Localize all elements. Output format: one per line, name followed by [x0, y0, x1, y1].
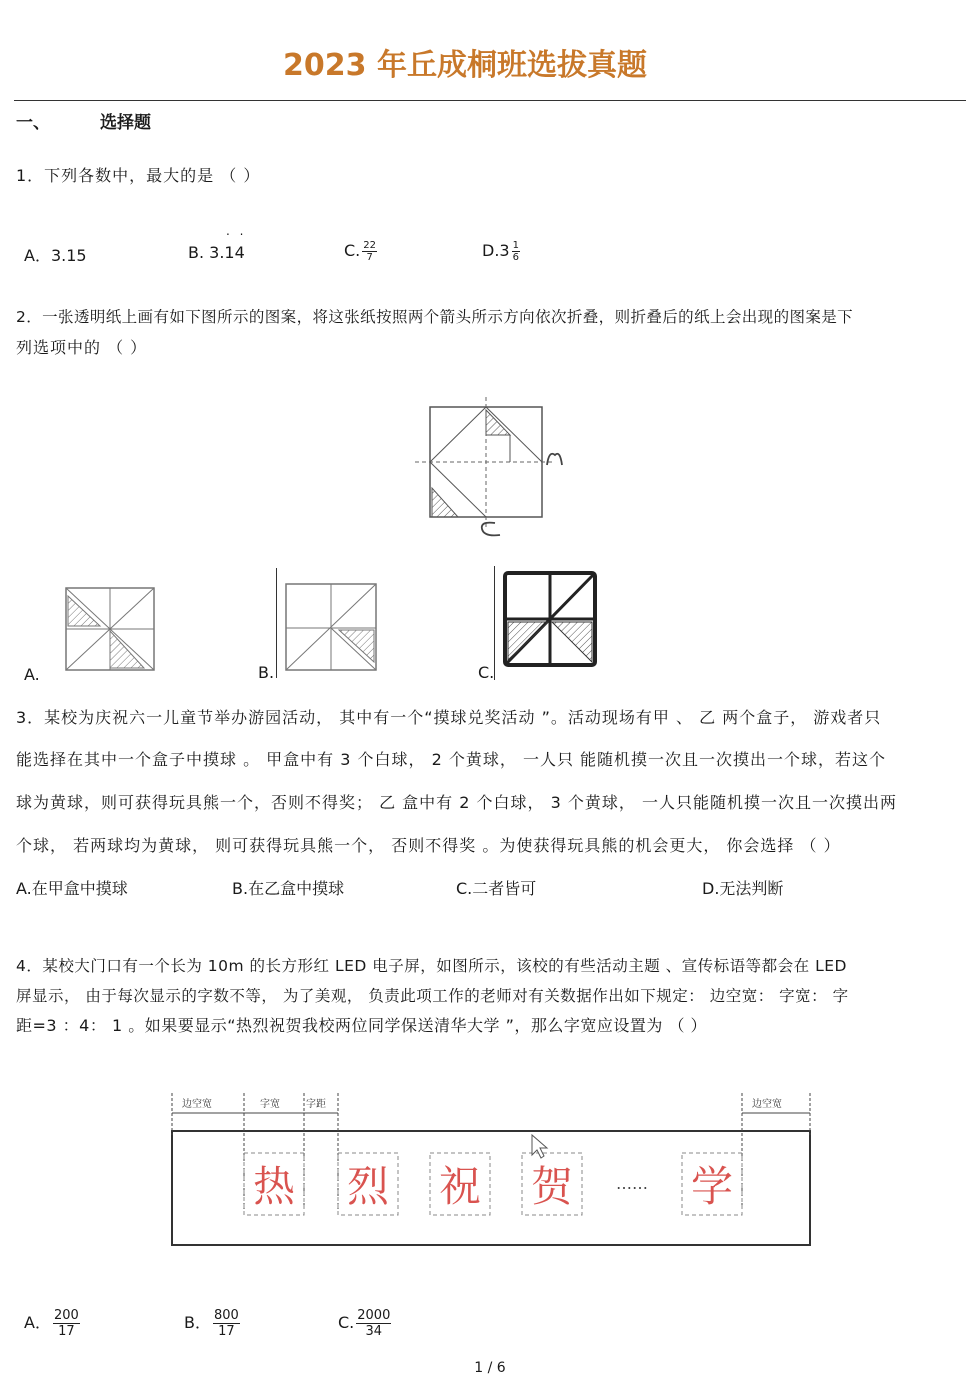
question-1-option-b: B. 3.14	[188, 243, 245, 262]
question-4-line-3: 距=3 ：4： 1 。如果要显示“热烈祝贺我校两位同学保送清华大学 ”，那么字宽应设置为 （ ）	[16, 1016, 708, 1035]
question-3-line-4: 个球， 若两球均为黄球， 则可获得玩具熊一个， 否则不得奖 。为使获得玩具熊的机会更大， 你会选择 （ ）	[16, 836, 841, 855]
section-title: 选择题	[100, 113, 151, 133]
section-number: 一、	[16, 113, 50, 133]
fraction-numerator: 2000	[357, 1308, 391, 1323]
led-char-1: 热	[252, 1162, 296, 1211]
question-4-option-c	[338, 1308, 391, 1339]
question-3-option-a: A.在甲盒中摸球	[16, 879, 128, 898]
question-2-line-2: 列选项中的 （ ）	[16, 338, 148, 357]
question-2-option-b-label: B.	[258, 663, 275, 682]
folding-paper-figure	[410, 395, 580, 540]
led-char-2: 烈	[346, 1162, 390, 1211]
led-ellipsis: ……	[616, 1174, 648, 1193]
question-3-option-b: B.在乙盒中摸球	[232, 879, 345, 898]
document-title: 2023 年丘成桐班选拔真题	[283, 48, 647, 83]
question-2-option-b-figure	[284, 582, 380, 674]
option-divider	[276, 568, 277, 678]
question-4-option-b	[184, 1308, 240, 1339]
fraction-numerator: 200	[53, 1308, 79, 1323]
question-3-line-2: 能选择在其中一个盒子中摸球 。 甲盒中有 3 个白球， 2 个黄球， 一人只 能随机摸一次且一次摸出一个球，若这个	[16, 750, 887, 769]
led-char-4: 贺	[530, 1162, 574, 1211]
question-1-option-a: A．3.15	[24, 246, 87, 265]
option-d-prefix: D.3	[482, 241, 510, 260]
label-char-width: 字宽	[260, 1099, 280, 1110]
label-margin-right: 边空宽	[752, 1099, 782, 1110]
fraction-denominator: 6	[512, 252, 519, 263]
label-margin-left: 边空宽	[182, 1099, 212, 1110]
question-1-option-c	[344, 240, 377, 263]
fraction-2000-34	[356, 1308, 391, 1339]
fraction-1-6	[512, 240, 520, 263]
question-2-option-c-figure	[502, 570, 600, 670]
question-2-option-a-label: A.	[24, 665, 40, 684]
option-a-prefix: A．	[24, 1313, 51, 1332]
fraction-denominator: 17	[218, 1324, 235, 1339]
led-screen-figure	[160, 1085, 820, 1255]
question-1-option-d	[482, 240, 520, 263]
option-b-prefix: B．	[184, 1313, 211, 1332]
question-4-line-2: 屏显示， 由于每次显示的字数不等， 为了美观， 负责此项工作的老师对有关数据作出如下规定： 边空宽： 字宽： 字	[16, 987, 849, 1005]
fraction-denominator: 7	[366, 252, 373, 263]
question-4-line-1: 4．某校大门口有一个长为 10m 的长方形红 LED 电子屏，如图所示，该校的有些活动主题 、宣传标语等都会在 LED	[16, 957, 847, 975]
title-divider	[14, 100, 966, 101]
question-4-option-a	[24, 1308, 80, 1339]
option-c-prefix: C.	[338, 1313, 355, 1332]
cursor-icon	[532, 1135, 547, 1158]
fraction-numerator: 22	[363, 240, 376, 251]
question-1-stem: 1．下列各数中，最大的是 （ ）	[16, 166, 261, 185]
question-2-option-a-figure	[64, 586, 158, 674]
led-char-5: 学	[690, 1162, 734, 1211]
question-3-line-3: 球为黄球，则可获得玩具熊一个，否则不得奖； 乙 盒中有 2 个白球， 3 个黄球， 一人只能随机摸一次且一次摸出两	[16, 793, 897, 812]
fraction-200-17	[53, 1308, 80, 1339]
fraction-denominator: 34	[365, 1324, 383, 1339]
question-2-line-1: 2．一张透明纸上画有如下图所示的图案，将这张纸按照两个箭头所示方向依次折叠，则折叠后的纸上会出现的图案是下	[16, 308, 854, 326]
fraction-22-7	[362, 240, 377, 263]
fraction-numerator: 800	[213, 1308, 239, 1323]
fraction-denominator: 17	[58, 1324, 75, 1339]
label-char-gap: 字距	[306, 1099, 326, 1110]
option-c-prefix: C.	[344, 241, 361, 260]
question-3-option-c: C.二者皆可	[456, 879, 537, 898]
question-3-option-d: D.无法判断	[702, 879, 784, 898]
repeating-decimal-dots: . .	[226, 224, 247, 238]
fraction-numerator: 1	[512, 240, 519, 251]
fraction-800-17	[213, 1308, 240, 1339]
question-2-option-c-label: C.	[478, 663, 495, 682]
page-indicator: 1 / 6	[474, 1360, 506, 1376]
question-3-line-1: 3．某校为庆祝六一儿童节举办游园活动， 其中有一个“摸球兑奖活动 ”。活动现场有甲 、 乙 两个盒子， 游戏者只	[16, 708, 882, 727]
led-char-3: 祝	[438, 1162, 482, 1211]
